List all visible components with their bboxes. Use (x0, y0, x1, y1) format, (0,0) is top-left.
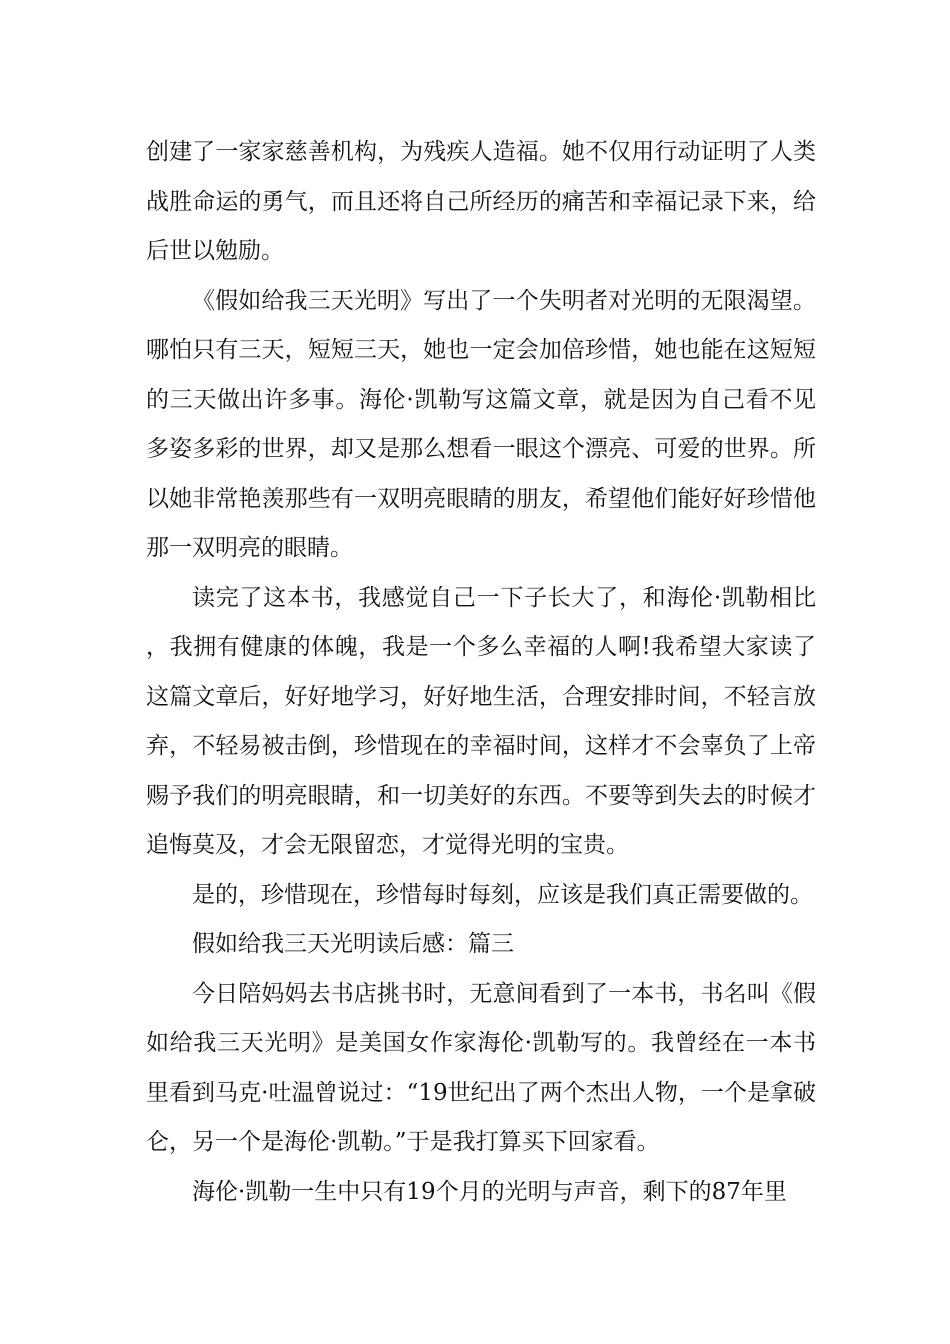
paragraph: 海伦·凯勒一生中只有19个月的光明与声音，剩下的87年里 (192, 1178, 787, 1205)
paragraph: 读完了这本书，我感觉自己一下子长大了，和海伦·凯勒相比，我拥有健康的体魄，我是一个多么幸福的人啊!我希望大家读了这篇文章后，好好地学习，好好地生活，合理安排时间，不轻言放弃，不轻易被击倒，珍惜现在的幸福时间，这样才不会辜负了上帝赐予我们的明亮眼睛，和一切美好的东西。不要等到失去的时候才追悔莫及，才会无限留恋，才觉得光明的宝贵。 (146, 584, 816, 858)
paragraph: 《假如给我三天光明》写出了一个失明者对光明的无限渴望。哪怕只有三天，短短三天，她也一定会加倍珍惜，她也能在这短短的三天做出许多事。海伦·凯勒写这篇文章，就是因为自己看不见多姿多彩的世界，却又是那么想看一眼这个漂亮、可爱的世界。所以她非常艳羡那些有一双明亮眼睛的朋友，希望他们能好好珍惜他那一双明亮的眼睛。 (146, 287, 816, 561)
document-body (146, 128, 816, 1217)
section-heading: 假如给我三天光明读后感：篇三 (192, 931, 514, 957)
paragraph: 创建了一家家慈善机构，为残疾人造福。她不仅用行动证明了人类战胜命运的勇气，而且还将自己所经历的痛苦和幸福记录下来，给后世以勉励。 (146, 139, 816, 264)
paragraph: 今日陪妈妈去书店挑书时，无意间看到了一本书，书名叫《假如给我三天光明》是美国女作家海伦·凯勒写的。我曾经在一本书里看到马克·吐温曾说过：“19世纪出了两个杰出人物，一个是拿破仑，另一个是海伦·凯勒。”于是我打算买下回家看。 (146, 980, 816, 1155)
paragraph: 是的，珍惜现在，珍惜每时每刻，应该是我们真正需要做的。 (192, 881, 813, 908)
